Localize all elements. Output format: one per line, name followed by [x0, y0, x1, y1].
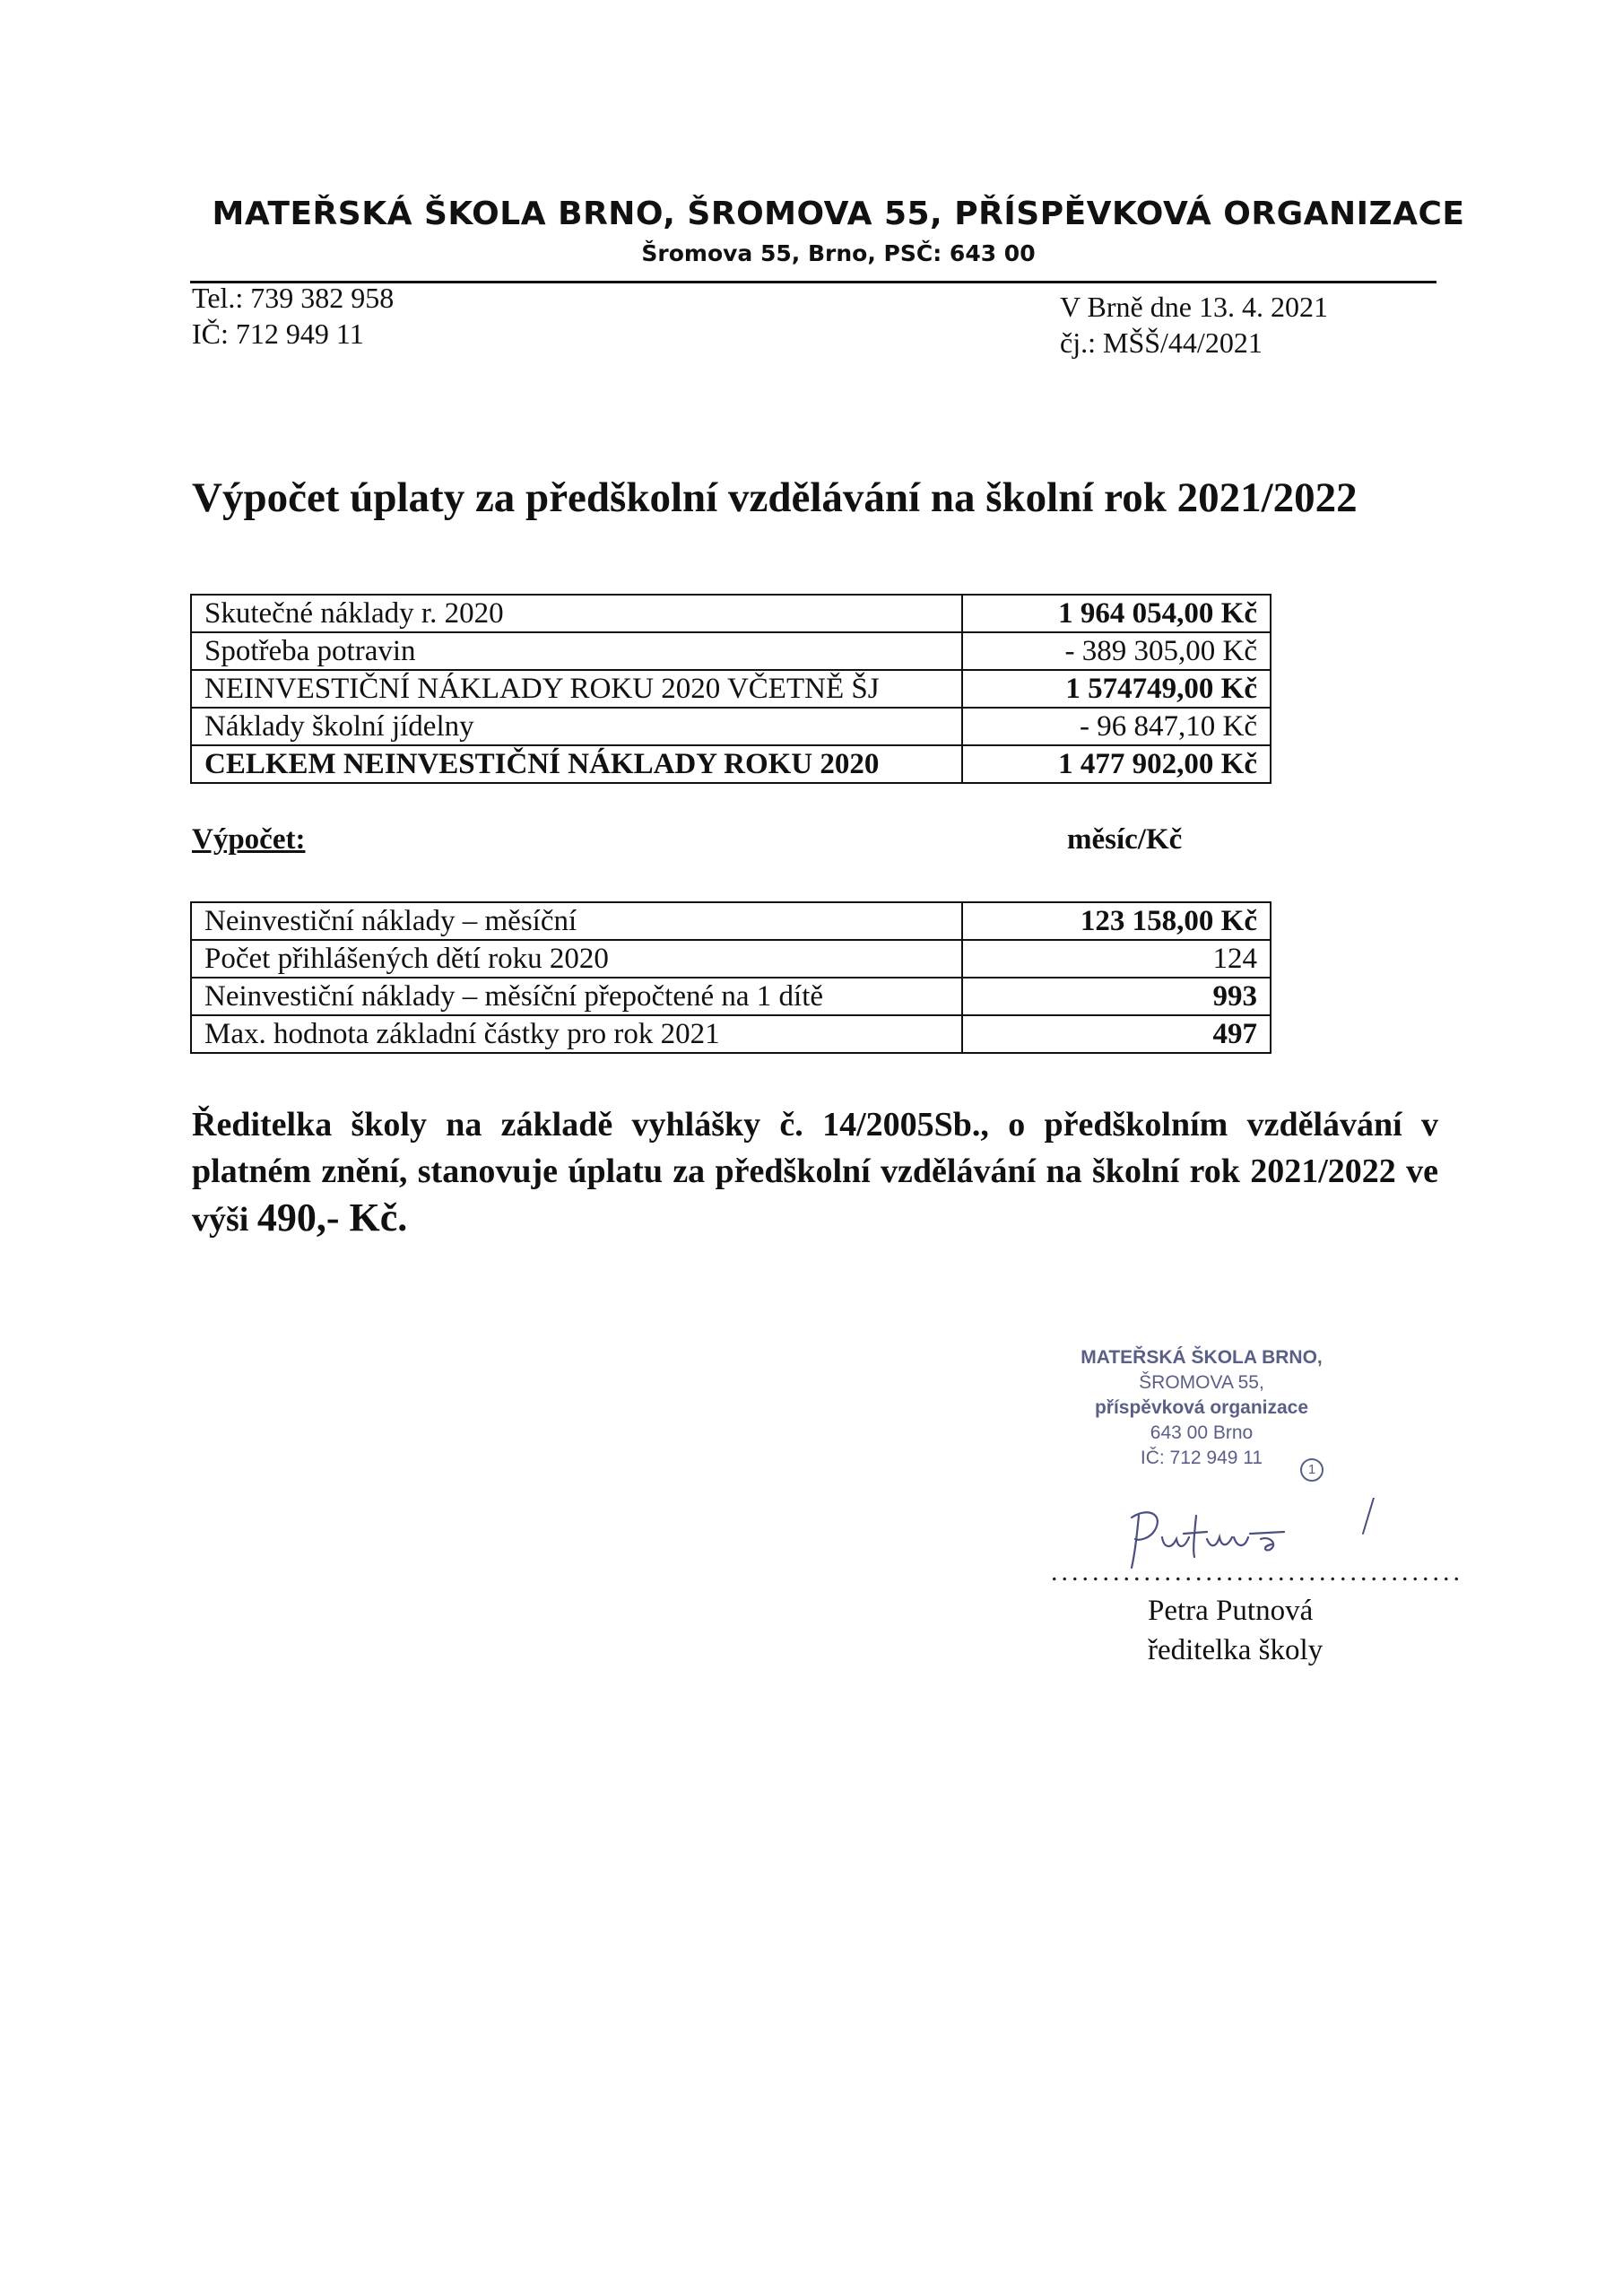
row-value: 1 964 054,00 Kč [962, 595, 1271, 632]
row-label: Náklady školní jídelny [191, 708, 962, 745]
school-name: MATEŘSKÁ ŠKOLA BRNO, ŠROMOVA 55, PŘÍSPĚVKOVÁ ORGANIZACE [212, 196, 1465, 232]
row-label: Spotřeba potravin [191, 632, 962, 670]
tel-line: Tel.: 739 382 958 [192, 282, 395, 314]
row-label: Max. hodnota základní částky pro rok 2021 [191, 1015, 962, 1053]
table-row [191, 670, 1271, 708]
table-row [191, 940, 1271, 978]
calculation-unit: měsíc/Kč [1067, 823, 1183, 856]
date-block [1060, 289, 1328, 361]
row-label: Počet přihlášených dětí roku 2020 [191, 940, 962, 978]
table-row [191, 595, 1271, 632]
table-row [191, 902, 1271, 940]
row-label: CELKEM NEINVESTIČNÍ NÁKLADY ROKU 2020 [191, 745, 962, 783]
table-row [191, 1015, 1271, 1053]
row-label: Neinvestiční náklady – měsíční [191, 902, 962, 940]
row-value: - 96 847,10 Kč [962, 708, 1271, 745]
fee-amount: 490,- Kč. [256, 1196, 408, 1239]
row-value: 124 [962, 940, 1271, 978]
stamp-line-2: ŠROMOVA 55, [1139, 1372, 1264, 1393]
school-address: Šromova 55, Brno, PSČ: 643 00 [641, 240, 1036, 266]
fee-statement [192, 1101, 1438, 1243]
signer-name: Petra Putnová [1148, 1595, 1314, 1627]
table-row [191, 632, 1271, 670]
table-row [191, 978, 1271, 1015]
table-row [191, 745, 1271, 783]
row-value: 123 158,00 Kč [962, 902, 1271, 940]
row-label: Skutečné náklady r. 2020 [191, 595, 962, 632]
signer-block [1148, 1591, 1323, 1670]
row-value: 1 574749,00 Kč [962, 670, 1271, 708]
ref-line: čj.: MŠŠ/44/2021 [1060, 326, 1263, 359]
signature-line: ........................................ [1051, 1557, 1463, 1587]
date-line: V Brně dne 13. 4. 2021 [1060, 291, 1328, 323]
signer-role: ředitelka školy [1148, 1634, 1324, 1666]
table-row [191, 708, 1271, 745]
row-value: 993 [962, 978, 1271, 1015]
row-value: 1 477 902,00 Kč [962, 745, 1271, 783]
document-title: Výpočet úplaty za předškolní vzdělávání na školní rok 2021/2022 [192, 474, 1358, 521]
row-value: - 389 305,00 Kč [962, 632, 1271, 670]
school-stamp [1040, 1345, 1363, 1471]
calculation-table [190, 901, 1271, 1054]
ic-line: IČ: 712 949 11 [192, 317, 364, 350]
contact-block [192, 280, 394, 352]
stamp-line-1: MATEŘSKÁ ŠKOLA BRNO, [1081, 1347, 1323, 1368]
row-label: NEINVESTIČNÍ NÁKLADY ROKU 2020 VČETNĚ ŠJ [191, 670, 962, 708]
stamp-line-5: IČ: 712 949 11 [1140, 1448, 1263, 1468]
stamp-line-4: 643 00 Brno [1150, 1422, 1254, 1443]
costs-table [190, 594, 1271, 784]
stamp-line-3: příspěvková organizace [1094, 1397, 1309, 1418]
stamp-mark: 1 [1300, 1458, 1324, 1482]
calculation-label: Výpočet: [192, 823, 306, 856]
row-label: Neinvestiční náklady – měsíční přepočtené na 1 dítě [191, 978, 962, 1015]
statement-text: Ředitelka školy na základě vyhlášky č. 14/2005Sb., o předškolním vzdělávání v platném znění, stanovuje úplatu za předškolní vzdělávání na školní rok 2021/2022 ve výši [192, 1106, 1438, 1239]
row-value: 497 [962, 1015, 1271, 1053]
